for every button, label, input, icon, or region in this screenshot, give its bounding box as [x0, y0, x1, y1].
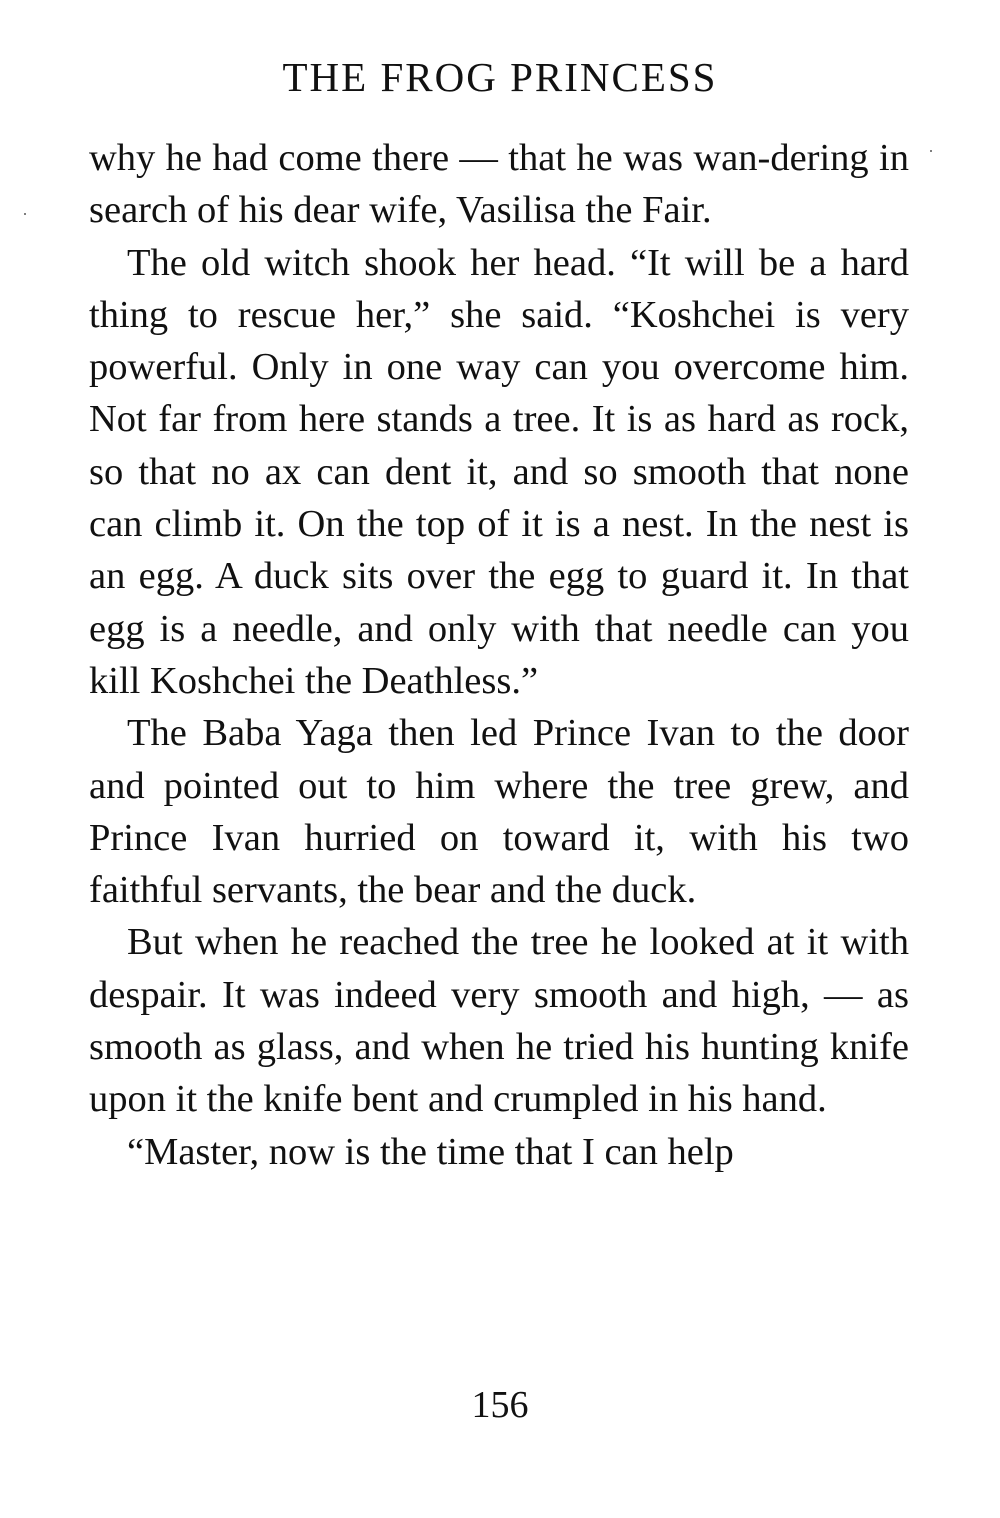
body-text: [89, 132, 909, 1178]
running-head: THE FROG PRINCESS: [282, 54, 718, 100]
paragraph-witch-speech: The old witch shook her head. “It will be a hard thing to rescue her,” she said. “Koshchei is very powerful. Only in one way can you overcome him. Not far from here stands a tree. It is as hard as rock, so that no ax can dent it, and so smooth that none can climb it. On the top of it is a nest. In the nest is an egg. A duck sits over the egg to guard it. In that egg is a needle, and only with that needle can you kill Koshchei the Deathless.”: [89, 241, 909, 702]
page-number: 156: [471, 1384, 529, 1426]
paragraph-baba-yaga: The Baba Yaga then led Prince Ivan to the door and pointed out to him where the tree grew, and Prince Ivan hurried on toward it, with his two faithful servants, the bear and the duck.: [89, 712, 909, 912]
print-speck: [930, 150, 932, 152]
paragraph-master: “Master, now is the time that I can help: [127, 1130, 734, 1173]
print-speck: [24, 213, 26, 215]
paragraph-continued: why he had come there — that he was wan-dering in search of his dear wife, Vasilisa the Fair.: [89, 137, 909, 232]
paragraph-reached-tree: But when he reached the tree he looked at it with despair. It was indeed very smooth and high, — as smooth as glass, and when he tried his hunting knife upon it the knife bent and crumpled in his hand.: [89, 921, 909, 1121]
